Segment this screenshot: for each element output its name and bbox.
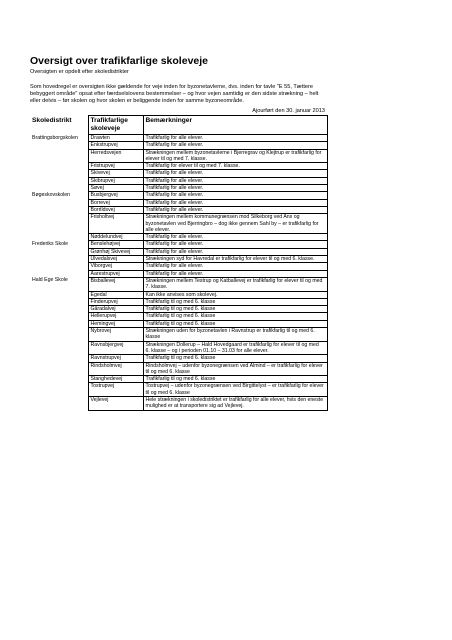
- road-name-cell: Hellerupvej: [88, 313, 143, 320]
- remark-cell: Trafikfarlig til og med 6. klasse: [143, 298, 327, 305]
- remark-cell: Trafikfarlig for alle elever.: [143, 234, 327, 241]
- road-name-cell: Hemingvej: [88, 320, 143, 327]
- remark-cell: Trafikfarlig for alle elever.: [143, 241, 327, 248]
- table-row: [30, 170, 327, 177]
- school-district-cell: [30, 199, 88, 206]
- table-header-row: [30, 116, 327, 135]
- remark-cell: Trafikfarlig for alle elever.: [143, 185, 327, 192]
- remark-cell: Rindsholmvej – udenfor byzonegrænsen ved Almind – er trafikfarlig for elever til og med 6. klasse: [143, 362, 327, 376]
- table-row: [30, 149, 327, 163]
- table-row: [30, 396, 327, 410]
- remark-cell: Trafikfarlig for alle elever.: [143, 206, 327, 213]
- road-name-cell: Busbjergvej: [88, 192, 143, 199]
- school-district-cell: [30, 328, 88, 342]
- road-name-cell: Skibrupvej: [88, 177, 143, 184]
- school-district-cell: [30, 341, 88, 355]
- school-district-cell: [30, 306, 88, 313]
- school-district-cell: [30, 263, 88, 270]
- school-district-cell: Frederiks Skole: [32, 240, 69, 247]
- header-school-district: Skoledistrikt: [32, 116, 72, 124]
- school-district-cell: Hald Ege Skole: [32, 277, 68, 284]
- remark-cell: Trafikfarlig til og med 6. klasse: [143, 376, 327, 383]
- road-name-cell: Nøddelundvej: [88, 234, 143, 241]
- school-district-cell: [30, 291, 88, 298]
- remark-cell: Trafikfarlig for alle elever.: [143, 177, 327, 184]
- remark-cell: Strækningen Dollerup – Hald Hovedgaard er trafikfarlig for elever til og med 6. klasse – og i perioden 01.10 – 31.03 for alle elever.: [143, 341, 327, 355]
- road-name-cell: Rindsholmvej: [88, 362, 143, 376]
- remark-cell: Trafikfarlig for alle elever.: [143, 170, 327, 177]
- remark-cell: Trafikfarlig til og med 6. klasse: [143, 306, 327, 313]
- table-row: [30, 355, 327, 362]
- school-district-cell: [30, 256, 88, 263]
- table-row: [30, 192, 327, 199]
- table-row: [30, 313, 327, 320]
- school-district-cell: [30, 142, 88, 149]
- school-district-cell: Brattingsborgskolen: [32, 134, 78, 141]
- intro-paragraph: Som hovedregel er oversigten ikke gældende for veje inden for byzonetavlerne, dvs. inden for tavle "E 55, Tættere bebyggert område" opsat efter færdselslovens bestemmelser – og hvor vejen samtidig er den sidste strækning – helt eller delvis – før skolen og hvor skolen er beliggende inden for samme byzoneområde.: [30, 84, 319, 105]
- remark-cell: Strækningen mellem byzonetavlerne i Bjerregrav og Klejtrup er trafikfarlig for elever til og med 7. klasse.: [143, 149, 327, 163]
- remark-cell: Strækningen mellem Testrup og Katballevej er trafikfarlig for elever til og med 7. klasse.: [143, 277, 327, 291]
- table-row: [30, 291, 327, 298]
- school-district-cell: [30, 270, 88, 277]
- road-name-cell: Ravnstrupvej: [88, 355, 143, 362]
- table-row: [30, 135, 327, 142]
- remark-cell: Hele strækningen i skoledistriktet er trafikfarlig for alle elever, hvis den eneste mulighed er at transportere sig ad Vejlevej.: [143, 396, 327, 410]
- road-name-cell: Ravnsbjergvej: [88, 341, 143, 355]
- school-district-cell: [30, 185, 88, 192]
- road-name-cell: Stanghedevej: [88, 376, 143, 383]
- school-district-cell: [30, 163, 88, 170]
- table-row: [30, 248, 327, 255]
- table-row: [30, 376, 327, 383]
- road-name-cell: Tostrupvej: [88, 383, 143, 397]
- road-name-cell: Nybrovej: [88, 328, 143, 342]
- table-row: [30, 163, 327, 170]
- road-name-cell: Skivevej: [88, 170, 143, 177]
- school-district-cell: [30, 355, 88, 362]
- school-district-cell: [30, 214, 88, 234]
- table-row: [30, 177, 327, 184]
- table-row: [30, 277, 327, 291]
- remark-cell: Trafikfarlig for elever til og med 7. klasse.: [143, 163, 327, 170]
- remark-cell: Trafikfarlig til og med 6. klasse: [143, 355, 327, 362]
- school-district-cell: [30, 396, 88, 410]
- remark-cell: Trafikfarlig for alle elever.: [143, 192, 327, 199]
- table-row: [30, 298, 327, 305]
- table-row: [30, 234, 327, 241]
- table-row: [30, 306, 327, 313]
- road-name-cell: Gåradalvej: [88, 306, 143, 313]
- road-name-cell: Benslehøjvej: [88, 241, 143, 248]
- road-name-cell: Fristrupvej: [88, 163, 143, 170]
- remark-cell: Trafikfarlig til og med 6. klasse: [143, 313, 327, 320]
- remark-cell: Strækningen mellem kommunegrænsen mod Silkeborg ved Ans og byzonetavlen ved Bjerringbro – dog ikke gennem Sahl by – er trafikfarlig for alle elever.: [143, 214, 327, 234]
- school-district-cell: Bøgeskovskolen: [32, 191, 71, 198]
- table-row: [30, 199, 327, 206]
- table-row: [30, 241, 327, 248]
- road-name-cell: Finderupvej: [88, 298, 143, 305]
- school-district-cell: [30, 376, 88, 383]
- remark-cell: Strækningen syd for Havredal er trafikfarlig for elever til og med 6. klasse.: [143, 256, 327, 263]
- document-title: Oversigt over trafikfarlige skoleveje: [30, 55, 209, 67]
- road-name-cell: Borrevej: [88, 199, 143, 206]
- school-district-cell: [30, 313, 88, 320]
- school-district-cell: [30, 234, 88, 241]
- school-district-cell: [30, 248, 88, 255]
- road-name-cell: Søvej: [88, 185, 143, 192]
- road-name-cell: Aarestrupvej: [88, 270, 143, 277]
- road-name-cell: Borrildsvej: [88, 206, 143, 213]
- school-district-cell: [30, 170, 88, 177]
- remark-cell: Kan ikke anvises som skolevej.: [143, 291, 327, 298]
- school-roads-table: [30, 115, 328, 411]
- school-district-cell: [30, 383, 88, 397]
- school-district-cell: [30, 298, 88, 305]
- remark-cell: Trafikfarlig for alle elever.: [143, 142, 327, 149]
- table-row: [30, 362, 327, 376]
- header-remarks: Bemærkninger: [143, 116, 327, 135]
- school-district-cell: [30, 362, 88, 376]
- table-row: [30, 270, 327, 277]
- remark-cell: Trafikfarlig for alle elever.: [143, 248, 327, 255]
- table-row: [30, 383, 327, 397]
- table-row: [30, 320, 327, 327]
- school-district-cell: [30, 206, 88, 213]
- school-district-cell: [30, 320, 88, 327]
- table-row: [30, 142, 327, 149]
- table-row: [30, 185, 327, 192]
- remark-cell: Trafikfarlig for alle elever.: [143, 263, 327, 270]
- road-name-cell: Grønhøj Skivevej: [88, 248, 143, 255]
- remark-cell: Tostrupvej – udenfor byzonegrænsen ved Birgittelyst – er trafikfarlig for elever til og med 6. klasse: [143, 383, 327, 397]
- table-row: [30, 256, 327, 263]
- road-name-cell: Vejlevej: [88, 396, 143, 410]
- road-name-cell: Enkstrupvej: [88, 142, 143, 149]
- school-district-cell: [30, 149, 88, 163]
- remark-cell: Trafikfarlig til og med 6. klasse: [143, 320, 327, 327]
- road-name-cell: Bisballevej: [88, 277, 143, 291]
- table-row: [30, 206, 327, 213]
- road-name-cell: Frisholtvej: [88, 214, 143, 234]
- road-name-cell: Viborgvej: [88, 263, 143, 270]
- road-name-cell: Egedal: [88, 291, 143, 298]
- table-row: [30, 263, 327, 270]
- road-name-cell: Herredsvejen: [88, 149, 143, 163]
- header-dangerous-roads: Trafikfarlige skoleveje: [88, 116, 143, 135]
- document-subtitle: Oversigten er opdelt efter skoledistrikter: [30, 69, 129, 75]
- road-name-cell: Drawten: [88, 135, 143, 142]
- remark-cell: Trafikfarlig for alle elever.: [143, 199, 327, 206]
- school-district-cell: [30, 177, 88, 184]
- remark-cell: Strækningen uden for byzonetavlen i Ravnstrup er trafikfarlig til og med 6. klasse: [143, 328, 327, 342]
- table-row: [30, 341, 327, 355]
- road-name-cell: Ulvedalsvej: [88, 256, 143, 263]
- updated-date: Ajourført den 30. januar 2013: [252, 108, 325, 114]
- remark-cell: Trafikfarlig for alle elever.: [143, 270, 327, 277]
- remark-cell: Trafikfarlig for alle elever.: [143, 135, 327, 142]
- table-row: [30, 214, 327, 234]
- table-row: [30, 328, 327, 342]
